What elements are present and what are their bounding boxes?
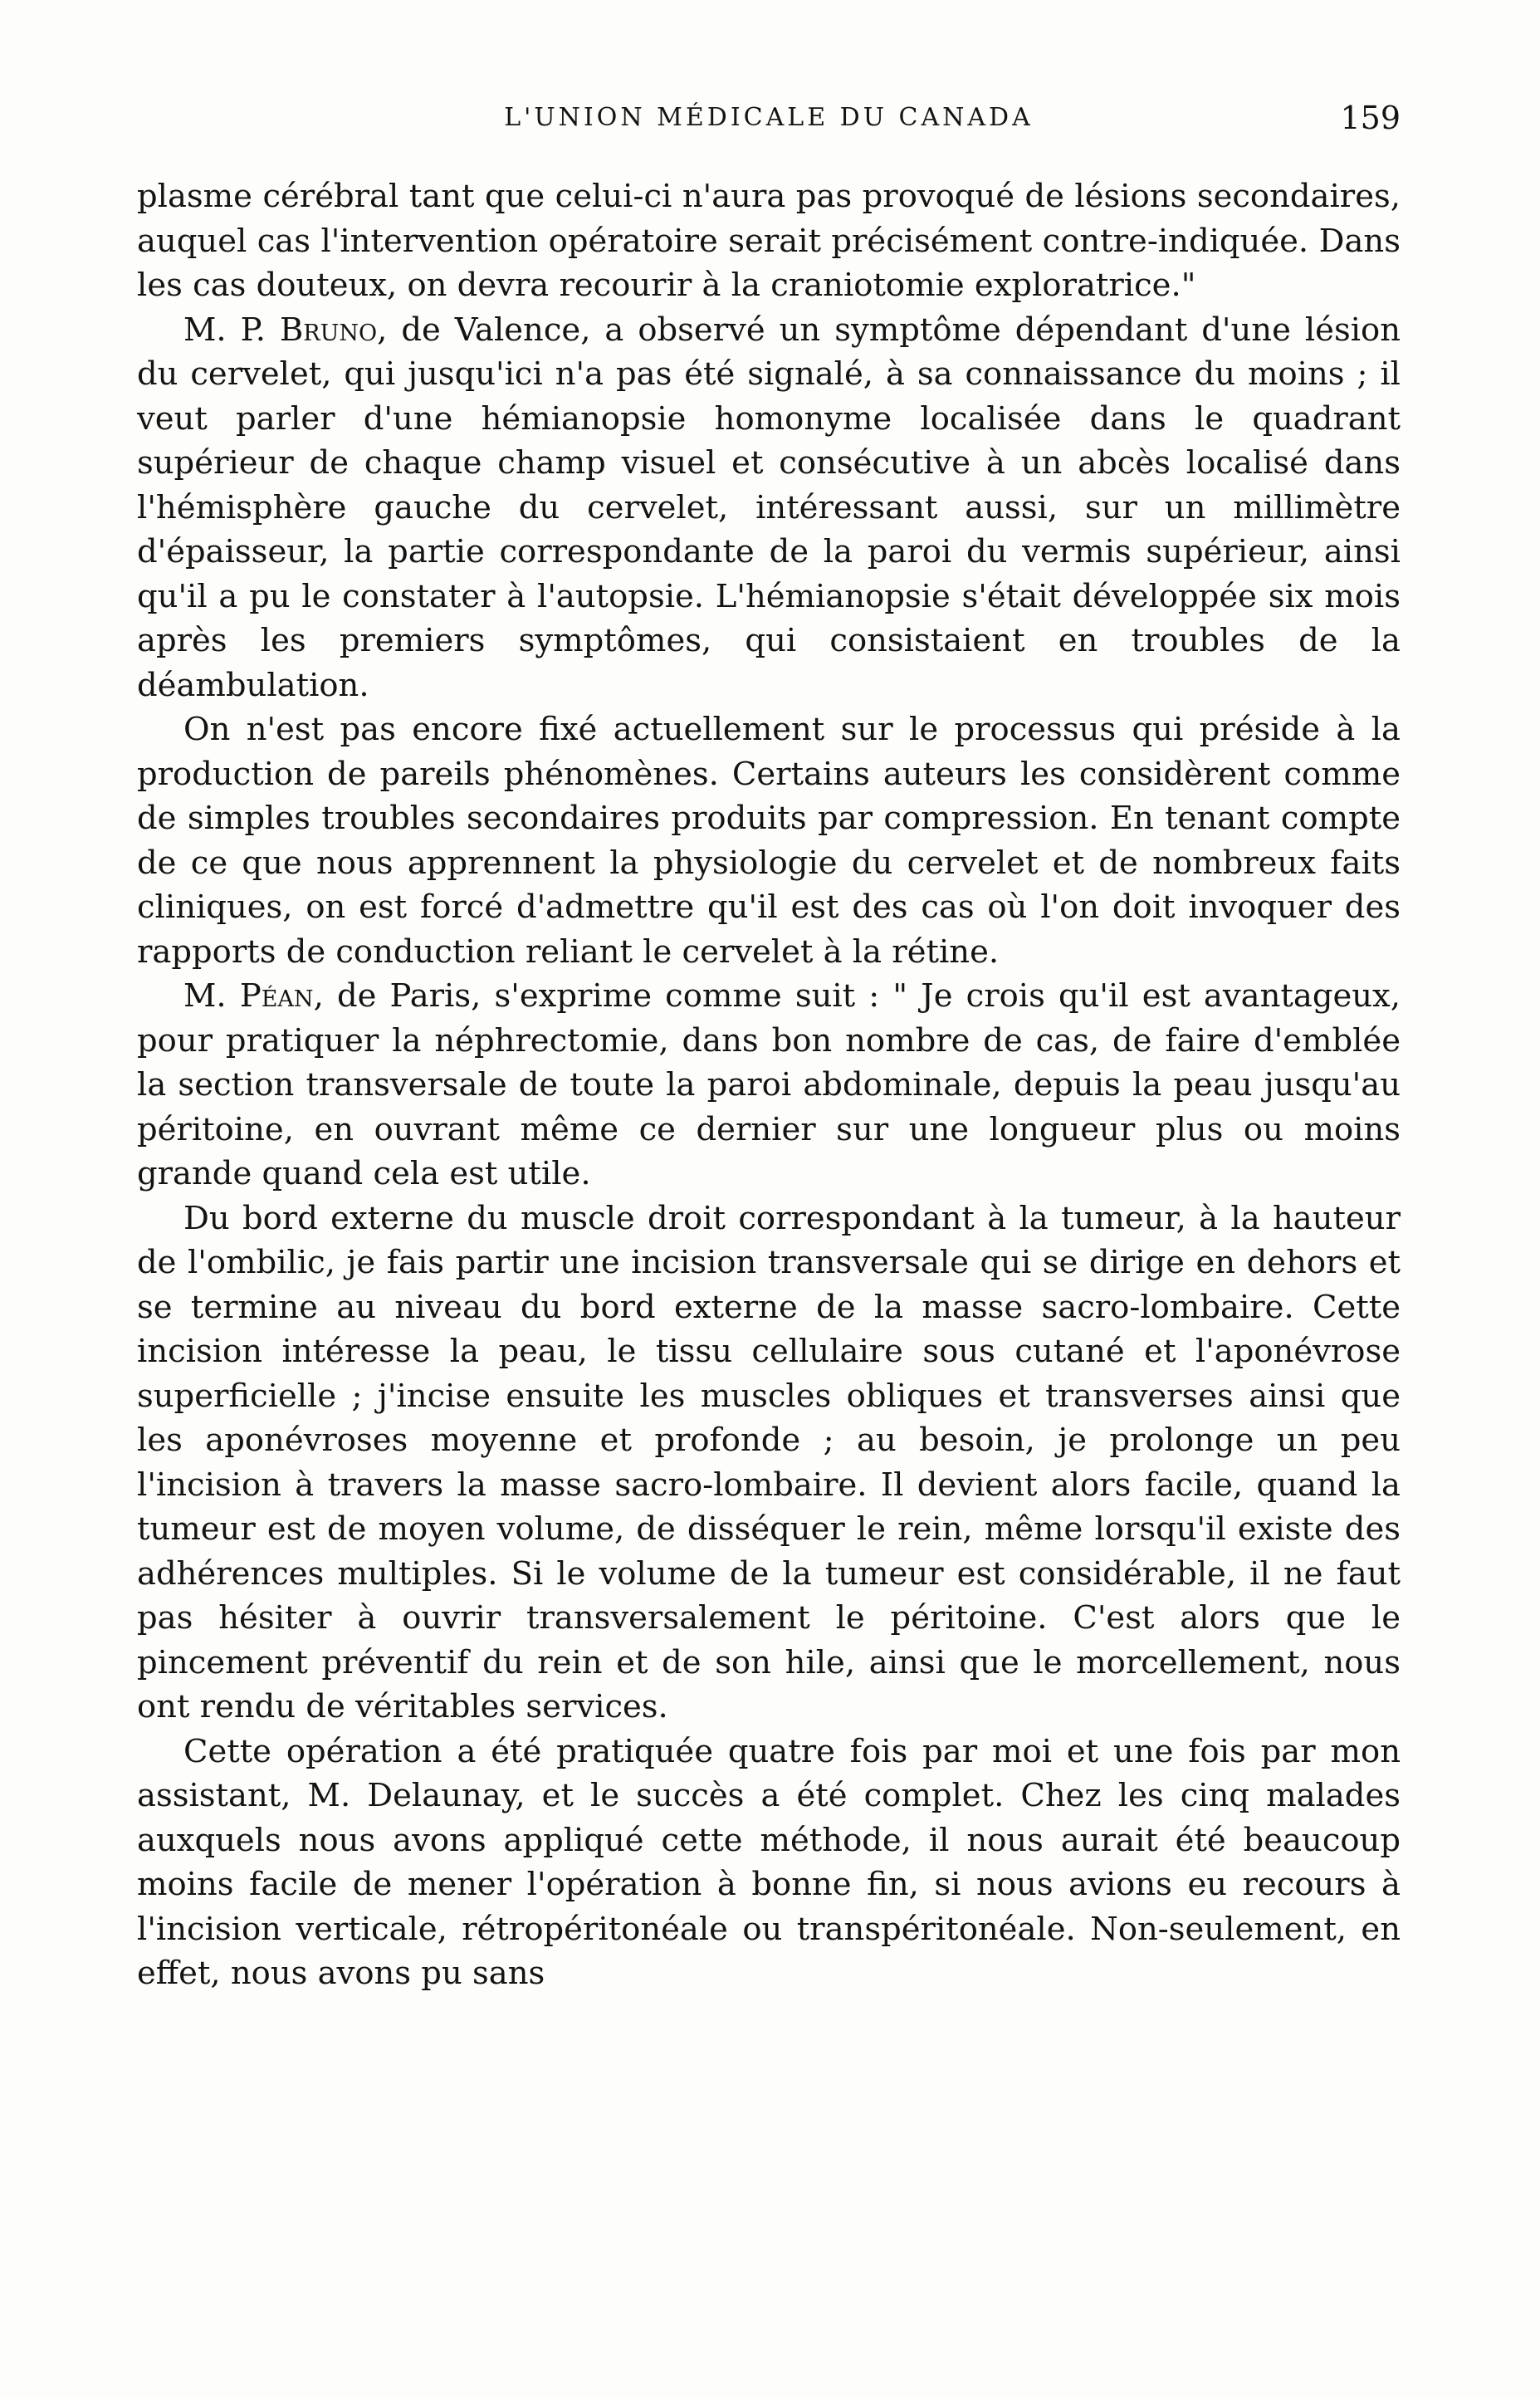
body-text (137, 174, 1401, 1996)
paragraph-continuation (137, 174, 1401, 308)
paragraph-pean (137, 974, 1401, 1197)
paragraph-operation (137, 1730, 1401, 1996)
paragraph-text: Cette opération a été pratiquée quatre fois par moi et une fois par mon assistant, M. Delaunay, et le succès a été complet. Chez les cinq malades auxquels nous avons appliqué cette méthode, il nous aurait été beaucoup moins facile de mener l'opération à bonne fin, si nous avions eu recours à l'incision verticale, rétropéritonéale ou transpéritonéale. Non-seulement, en effet, nous avons pu sans (137, 1732, 1401, 1992)
page-number: 159 (1340, 100, 1401, 136)
paragraph-text: , de Paris, s'exprime comme suit : " Je crois qu'il est avantageux, pour pratiquer la néphrectomie, dans bon nombre de cas, de faire d'emblée la section transversale de toute la paroi abdominale, depuis la peau jusqu'au péritoine, en ouvrant même ce dernier sur une longueur plus ou moins grande quand cela est utile. (137, 977, 1401, 1192)
paragraph-bruno (137, 308, 1401, 708)
paragraph-text: Du bord externe du muscle droit correspondant à la tumeur, à la hauteur de l'ombilic, je fais partir une incision transversale qui se dirige en dehors et se termine au niveau du bord externe de la masse sacro-lombaire. Cette incision intéresse la peau, le tissu cellulaire sous cutané et l'aponévrose superficielle ; j'incise ensuite les muscles obliques et transverses ainsi que les aponévroses moyenne et profonde ; au besoin, je prolonge un peu l'incision à travers la masse sacro-lombaire. Il devient alors facile, quand la tumeur est de moyen volume, de disséquer le rein, même lorsqu'il existe des adhérences multiples. Si le volume de la tumeur est considérable, il ne faut pas hésiter à ouvrir transversalement le péritoine. C'est alors que le pincement préventif du rein et de son hile, ainsi que le morcellement, nous ont rendu de véritables services. (137, 1199, 1401, 1725)
running-title: L'UNION MÉDICALE DU CANADA (504, 103, 1034, 132)
paragraph-text: On n'est pas encore fixé actuellement sur le processus qui préside à la production de pareils phénomènes. Certains auteurs les considèrent comme de simples troubles secondaires produits par compression. En tenant compte de ce que nous apprennent la physiologie du cervelet et de nombreux faits cliniques, on est forcé d'admettre qu'il est des cas où l'on doit invoquer des rapports de conduction reliant le cervelet à la rétine. (137, 711, 1401, 971)
author-name: Péan (239, 977, 314, 1015)
paragraph-prefix: M. P. (183, 311, 280, 349)
author-name: Bruno (279, 311, 378, 349)
running-header (137, 93, 1401, 143)
paragraph-incision (137, 1197, 1401, 1730)
paragraph-processus (137, 707, 1401, 974)
paragraph-text: , de Valence, a observé un symptôme dépendant d'une lésion du cervelet, qui jusqu'ici n'a pas été signalé, à sa connaissance du moins ; il veut parler d'une hémianopsie homonyme localisée dans le quadrant supérieur de chaque champ visuel et consécutive à un abcès localisé dans l'hémisphère gauche du cervelet, intéressant aussi, sur un millimètre d'épaisseur, la partie correspondante de la paroi du vermis supérieur, ainsi qu'il a pu le constater à l'autopsie. L'hémianopsie s'était développée six mois après les premiers symptômes, qui consistaient en troubles de la déambulation. (137, 311, 1401, 704)
paragraph-prefix: M. (183, 977, 240, 1015)
paragraph-text: plasme cérébral tant que celui-ci n'aura pas provoqué de lésions secondaires, auquel cas l'intervention opératoire serait précisément contre-indiquée. Dans les cas douteux, on devra recourir à la craniotomie exploratrice." (137, 178, 1401, 304)
